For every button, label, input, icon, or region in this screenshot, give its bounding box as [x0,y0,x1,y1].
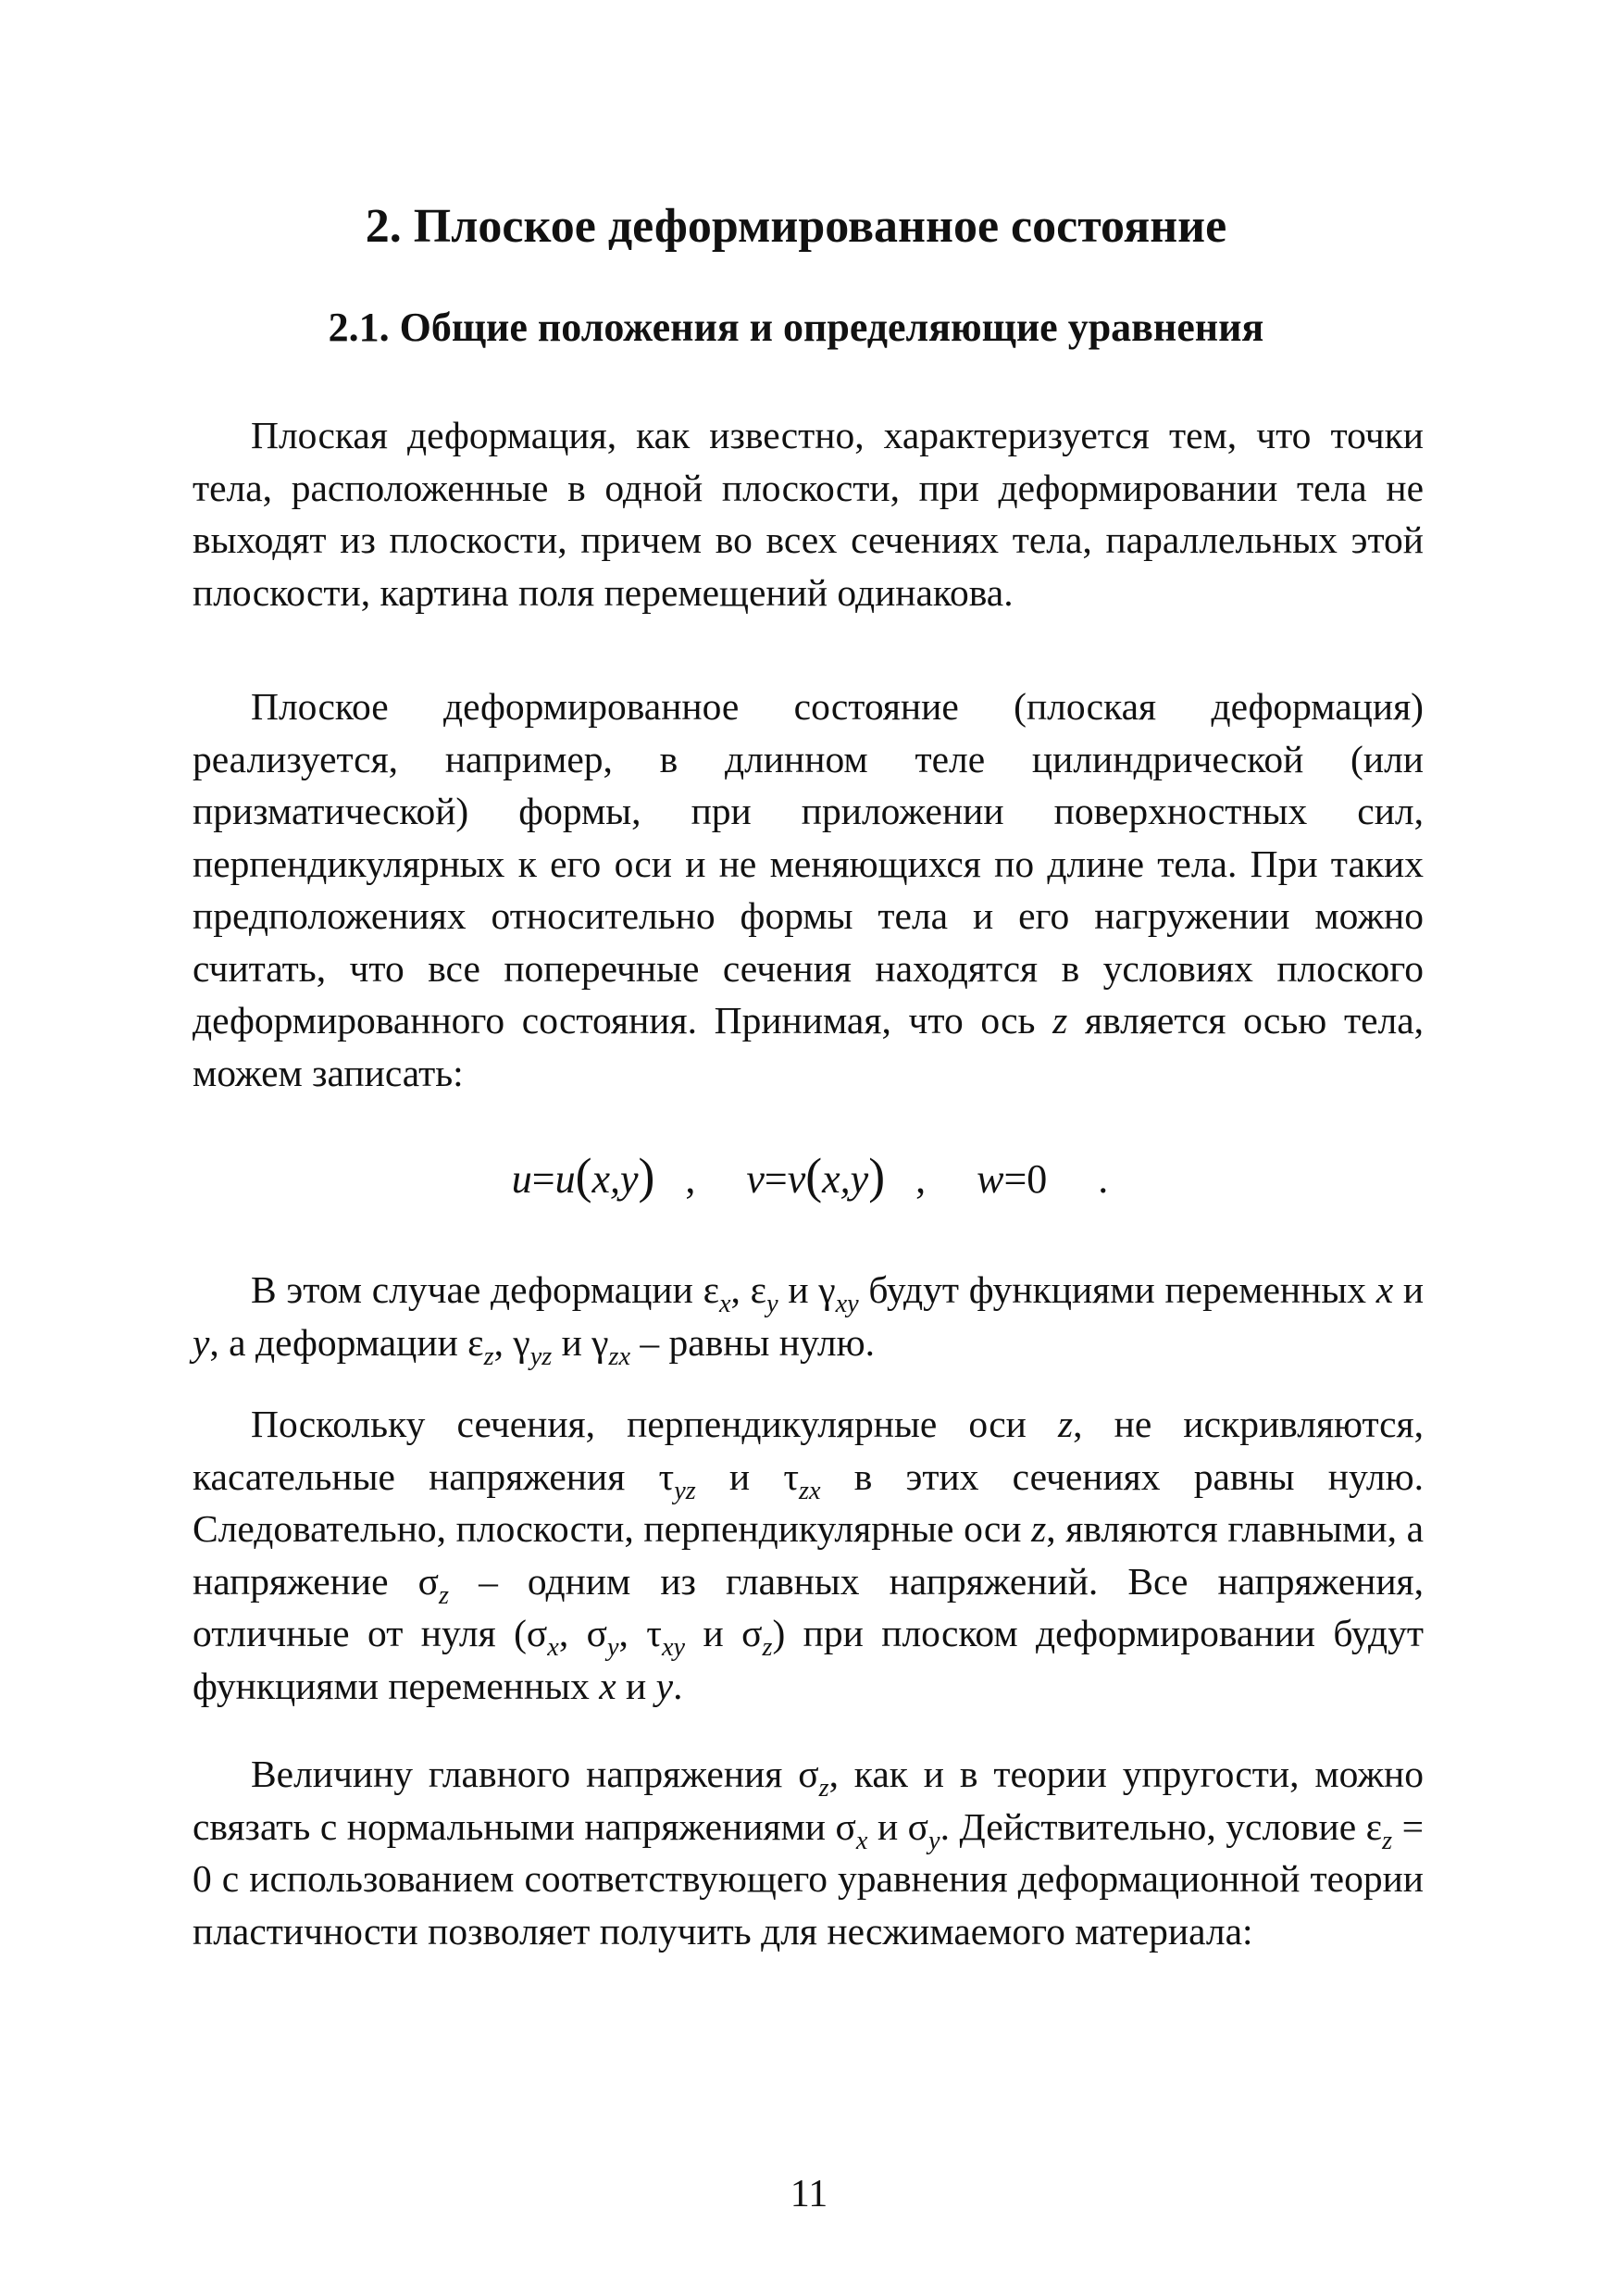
symbol-x: x [599,1664,616,1707]
symbol-sigma: σ [907,1804,929,1848]
paragraph-3: В этом случае деформации $\varepsilon_x$, $\varepsilon_y$ и $\gamma_{xy}$ будут функциями переменных x и y, а деформации $\varepsilon_z$, $\gamma_{yz}$ и $\gamma_{zx}$ – равны нулю. [193,1268,1425,1371]
eq-rparen-2: ) [868,1148,886,1204]
symbol-x: x [1375,1268,1394,1311]
symbol-tau: τ [646,1612,662,1654]
word-and: и [788,1268,809,1311]
p5-text-c: . Действительно, условие [940,1804,1357,1848]
symbol-eps: ε [703,1268,720,1311]
eq-rparen: ) [638,1148,655,1204]
p4-text-f: ) при плоском деформировании будут функциями переменных [193,1612,1424,1707]
p5-text-b: , как и в теории упругости, можно связать с нормальными напряжениями [193,1753,1425,1848]
sub-z: z [818,1773,829,1803]
paragraph-1 [193,409,1424,618]
section-title: 2.1. Общие положения и определяющие уравнения [328,305,1264,350]
symbol-gamma: γ [818,1268,836,1311]
paragraph-2-end: является осью тела, можем записать: [193,999,1425,1094]
symbol-sigma: σ [741,1612,763,1654]
p3-text-d: – равны нулю. [640,1320,875,1364]
p5-text-d: с использованием соответствующего уравнения деформационной теории пластичности позволяет получить для несжимаемого материала: [193,1857,1424,1953]
word-and: и [1402,1268,1425,1311]
eq-u-func: u [554,1156,576,1202]
symbol-tau: τ [658,1454,675,1498]
symbol-z: z [1052,999,1068,1042]
paragraph-5 [193,1748,1424,1957]
symbol-y: y [193,1320,210,1364]
sub-zx: zx [799,1476,821,1505]
symbol-eps: ε [1365,1804,1383,1848]
sub-xy: xy [661,1632,686,1662]
symbol-sigma: σ [417,1559,439,1603]
sub-z: z [438,1580,449,1610]
p4-text-a: Поскольку сечения, перпендикулярные оси [251,1403,1027,1445]
eq-equals-2: = [764,1156,788,1202]
p4-text-d: , являются главными, а напряжение [193,1507,1424,1603]
word-and: и [877,1804,899,1848]
p3-text-b: будут функциями переменных [868,1268,1366,1311]
eq-zero-condition: = 0 [193,1804,1425,1900]
symbol-z: z [1031,1507,1047,1550]
paragraph-1-text: Плоская деформация, как известно, характеризуется тем, что точки тела, расположенные в одной плоскости, при деформировании тела не выходят из плоскости, причем во всех сечениях тела, параллельных этой плоскости, картина поля перемещений одинакова. [193,414,1424,614]
word-and: и [561,1320,582,1364]
sub-y: y [606,1632,619,1662]
symbol-gamma: γ [591,1320,609,1364]
eq-equals-3: = [1003,1156,1027,1202]
eq-equals: = [531,1156,555,1202]
eq-zero: 0 [1027,1156,1048,1202]
page-number: 11 [790,2173,828,2215]
word-and: и [703,1612,724,1654]
paragraph-2 [193,680,1424,1099]
symbol-gamma: γ [513,1320,530,1364]
eq-w: w [977,1156,1004,1202]
eq-lparen: ( [575,1148,592,1204]
sub-z: z [1382,1826,1393,1855]
sub-x: x [719,1289,731,1318]
sub-yz: yz [529,1341,553,1371]
sub-z: z [762,1632,773,1662]
chapter-title: 2. Плоское деформированное состояние [365,200,1227,253]
eq-args-2: x,y [822,1156,869,1202]
eq-period: . [1098,1156,1109,1202]
eq-comma-2: , [915,1156,927,1202]
sub-zx: zx [608,1341,631,1371]
p4-text-e: – одним из главных напряжений. Все напряжения, отличные от нуля ( [193,1559,1425,1654]
p4-text-b: , не искривляются, касательные напряжения [193,1403,1425,1498]
eq-comma-1: , [685,1156,696,1202]
sub-xy: xy [835,1289,859,1318]
p3-text-c: , а деформации [209,1320,458,1364]
symbol-z: z [1057,1403,1074,1445]
eq-u: u [511,1156,532,1202]
sub-z: z [483,1341,494,1371]
paragraph-4: Поскольку сечения, перпендикулярные оси z, не искривляются, касательные напряжения $\tau_{yz}$ и $\tau_{zx}$ в этих сечениях равны нулю. Следовательно, плоскости, перпендикулярные оси z, являются главными, а напряжение $\sigma_z$ – одним из главных напряжений. Все напряжения, отличные от нуля ($\sigma_x$, $\sigma_y$, $\tau_{xy}$ и $\sigma_z$) при плоском деформировании будут функциями переменных x и y. [193,1403,1425,1707]
symbol-sigma: σ [586,1612,607,1654]
symbol-sigma: σ [526,1612,548,1654]
displacement-equation [185,1148,1435,1207]
symbol-sigma: σ [798,1753,819,1795]
eq-lparen-2: ( [805,1148,823,1204]
symbol-eps: ε [750,1268,767,1311]
sub-x: x [547,1632,559,1662]
p4-text-c: в этих сечениях равны нулю. Следовательно, плоскости, перпендикулярные оси [193,1454,1424,1550]
sub-x: x [855,1826,868,1855]
eq-v: v [746,1156,765,1202]
eq-args: x,y [591,1156,639,1202]
p5-text-a: Величину главного напряжения [251,1753,783,1795]
symbol-y: y [655,1664,674,1707]
p3-text-a: В этом случае деформации [251,1268,693,1311]
word-and: и [728,1454,751,1498]
paragraph-2-start: Плоское деформированное состояние (плоская деформация) реализуется, например, в длинном теле цилиндрической (или призматической) формы, при приложении поверхностных сил, перпендикулярных к его оси и не меняющихся по длине тела. При таких предположениях относительно формы тела и его нагружении можно считать, что все поперечные сечения находятся в условиях плоского деформированного состояния. Принимая, что ось [193,685,1424,1042]
word-and: и [626,1664,647,1707]
sub-y: y [766,1289,778,1318]
symbol-tau: τ [783,1454,800,1498]
sub-yz: yz [674,1476,696,1505]
eq-v-func: v [787,1156,806,1202]
symbol-sigma: σ [835,1804,856,1848]
symbol-eps: ε [467,1320,484,1364]
sub-y: y [928,1826,940,1855]
